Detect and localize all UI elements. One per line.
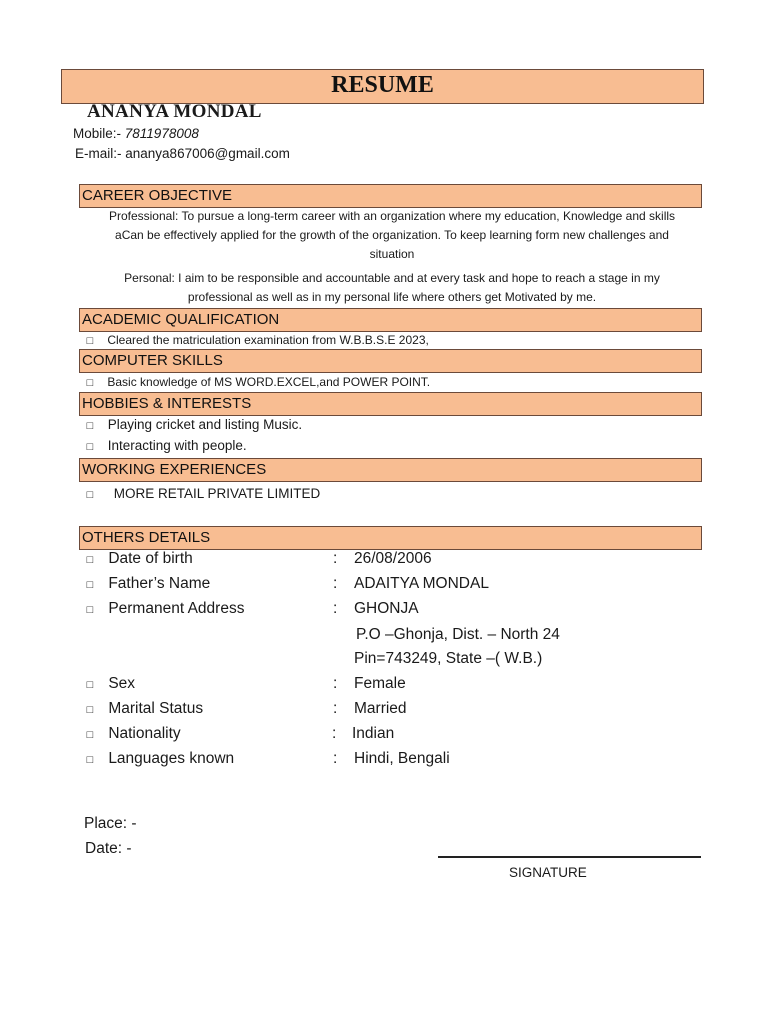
mobile-line xyxy=(73,126,199,141)
detail-label: Father’s Name xyxy=(108,575,211,592)
checkbox-bullet-icon: □ xyxy=(86,604,94,616)
others-details-heading: OTHERS DETAILS xyxy=(79,526,702,550)
detail-value: ADAITYA MONDAL xyxy=(354,575,489,592)
hobby-item xyxy=(84,438,247,453)
checkbox-bullet-icon: □ xyxy=(86,704,94,716)
detail-value: 26/08/2006 xyxy=(354,550,432,567)
hobby-item-text: Playing cricket and listing Music. xyxy=(107,417,303,432)
email-value: ananya867006@gmail.com xyxy=(125,146,290,161)
detail-colon: : xyxy=(333,675,338,692)
detail-label: Sex xyxy=(108,675,136,692)
checkbox-bullet-icon: □ xyxy=(86,335,94,347)
computer-skill-text: Basic knowledge of MS WORD.EXCEL,and POWER POINT. xyxy=(107,375,431,389)
hobby-item xyxy=(84,417,302,432)
detail-row-address xyxy=(84,600,704,620)
working-experiences-heading: WORKING EXPERIENCES xyxy=(79,458,702,482)
detail-label: Marital Status xyxy=(108,700,204,717)
mobile-value: 7811978008 xyxy=(124,126,199,141)
detail-row-languages xyxy=(84,750,704,770)
place-field: Place: - xyxy=(84,815,137,832)
date-field: Date: - xyxy=(85,840,132,857)
professional-objective xyxy=(80,207,704,264)
academic-item xyxy=(84,333,429,347)
detail-label: Permanent Address xyxy=(108,600,245,617)
personal-line-2: professional as well as in my personal life where others get Motivated by me. xyxy=(187,290,597,304)
career-objective-heading: CAREER OBJECTIVE xyxy=(79,184,702,208)
checkbox-bullet-icon: □ xyxy=(86,441,94,453)
detail-row-dob xyxy=(84,550,704,570)
hobbies-heading: HOBBIES & INTERESTS xyxy=(79,392,702,416)
email-line xyxy=(75,146,290,161)
work-item xyxy=(84,486,320,501)
checkbox-bullet-icon: □ xyxy=(86,377,94,389)
checkbox-bullet-icon: □ xyxy=(86,579,94,591)
detail-label: Languages known xyxy=(108,750,235,767)
candidate-name: ANANYA MONDAL xyxy=(87,101,262,122)
computer-skill-item xyxy=(84,375,430,389)
detail-row-nationality xyxy=(84,725,704,745)
professional-line-2: aCan be effectively applied for the growth of the organization. To keep learning form new challenges and xyxy=(115,228,669,242)
checkbox-bullet-icon: □ xyxy=(86,729,94,741)
detail-value: Indian xyxy=(352,725,395,742)
hobby-item-text: Interacting with people. xyxy=(107,438,247,453)
professional-line-3: situation xyxy=(369,247,415,261)
signature-label: SIGNATURE xyxy=(509,865,587,880)
academic-heading: ACADEMIC QUALIFICATION xyxy=(79,308,702,332)
professional-line-1: Professional: To pursue a long-term career with an organization where my education, Knowledge and skills xyxy=(108,209,676,223)
detail-row-marital xyxy=(84,700,704,720)
detail-colon: : xyxy=(333,750,338,767)
work-item-text: MORE RETAIL PRIVATE LIMITED xyxy=(113,486,321,501)
checkbox-bullet-icon: □ xyxy=(86,754,94,766)
detail-value: Married xyxy=(354,700,407,717)
academic-item-text: Cleared the matriculation examination from W.B.B.S.E 2023, xyxy=(107,333,429,347)
detail-value: Female xyxy=(354,675,406,692)
detail-colon: : xyxy=(333,550,338,567)
checkbox-bullet-icon: □ xyxy=(86,420,94,432)
email-label: E-mail:- xyxy=(75,146,122,161)
detail-row-father xyxy=(84,575,704,595)
checkbox-bullet-icon: □ xyxy=(86,554,94,566)
detail-colon: : xyxy=(333,700,338,717)
checkbox-bullet-icon: □ xyxy=(86,489,94,501)
detail-row-sex xyxy=(84,675,704,695)
signature-line xyxy=(438,856,701,858)
mobile-label: Mobile:- xyxy=(73,126,122,141)
detail-colon: : xyxy=(332,725,337,742)
detail-label: Nationality xyxy=(108,725,181,742)
address-line-2: P.O –Ghonja, Dist. – North 24 xyxy=(356,626,560,643)
detail-label: Date of birth xyxy=(108,550,193,567)
checkbox-bullet-icon: □ xyxy=(86,679,94,691)
resume-title: RESUME xyxy=(61,69,704,104)
computer-skills-heading: COMPUTER SKILLS xyxy=(79,349,702,373)
detail-colon: : xyxy=(333,575,338,592)
detail-value: GHONJA xyxy=(354,600,419,617)
personal-objective xyxy=(80,269,704,307)
detail-colon: : xyxy=(333,600,338,617)
detail-value: Hindi, Bengali xyxy=(354,750,450,767)
address-line-3: Pin=743249, State –( W.B.) xyxy=(354,650,543,667)
personal-line-1: Personal: I aim to be responsible and accountable and at every task and hope to reach a stage in my xyxy=(124,271,660,285)
